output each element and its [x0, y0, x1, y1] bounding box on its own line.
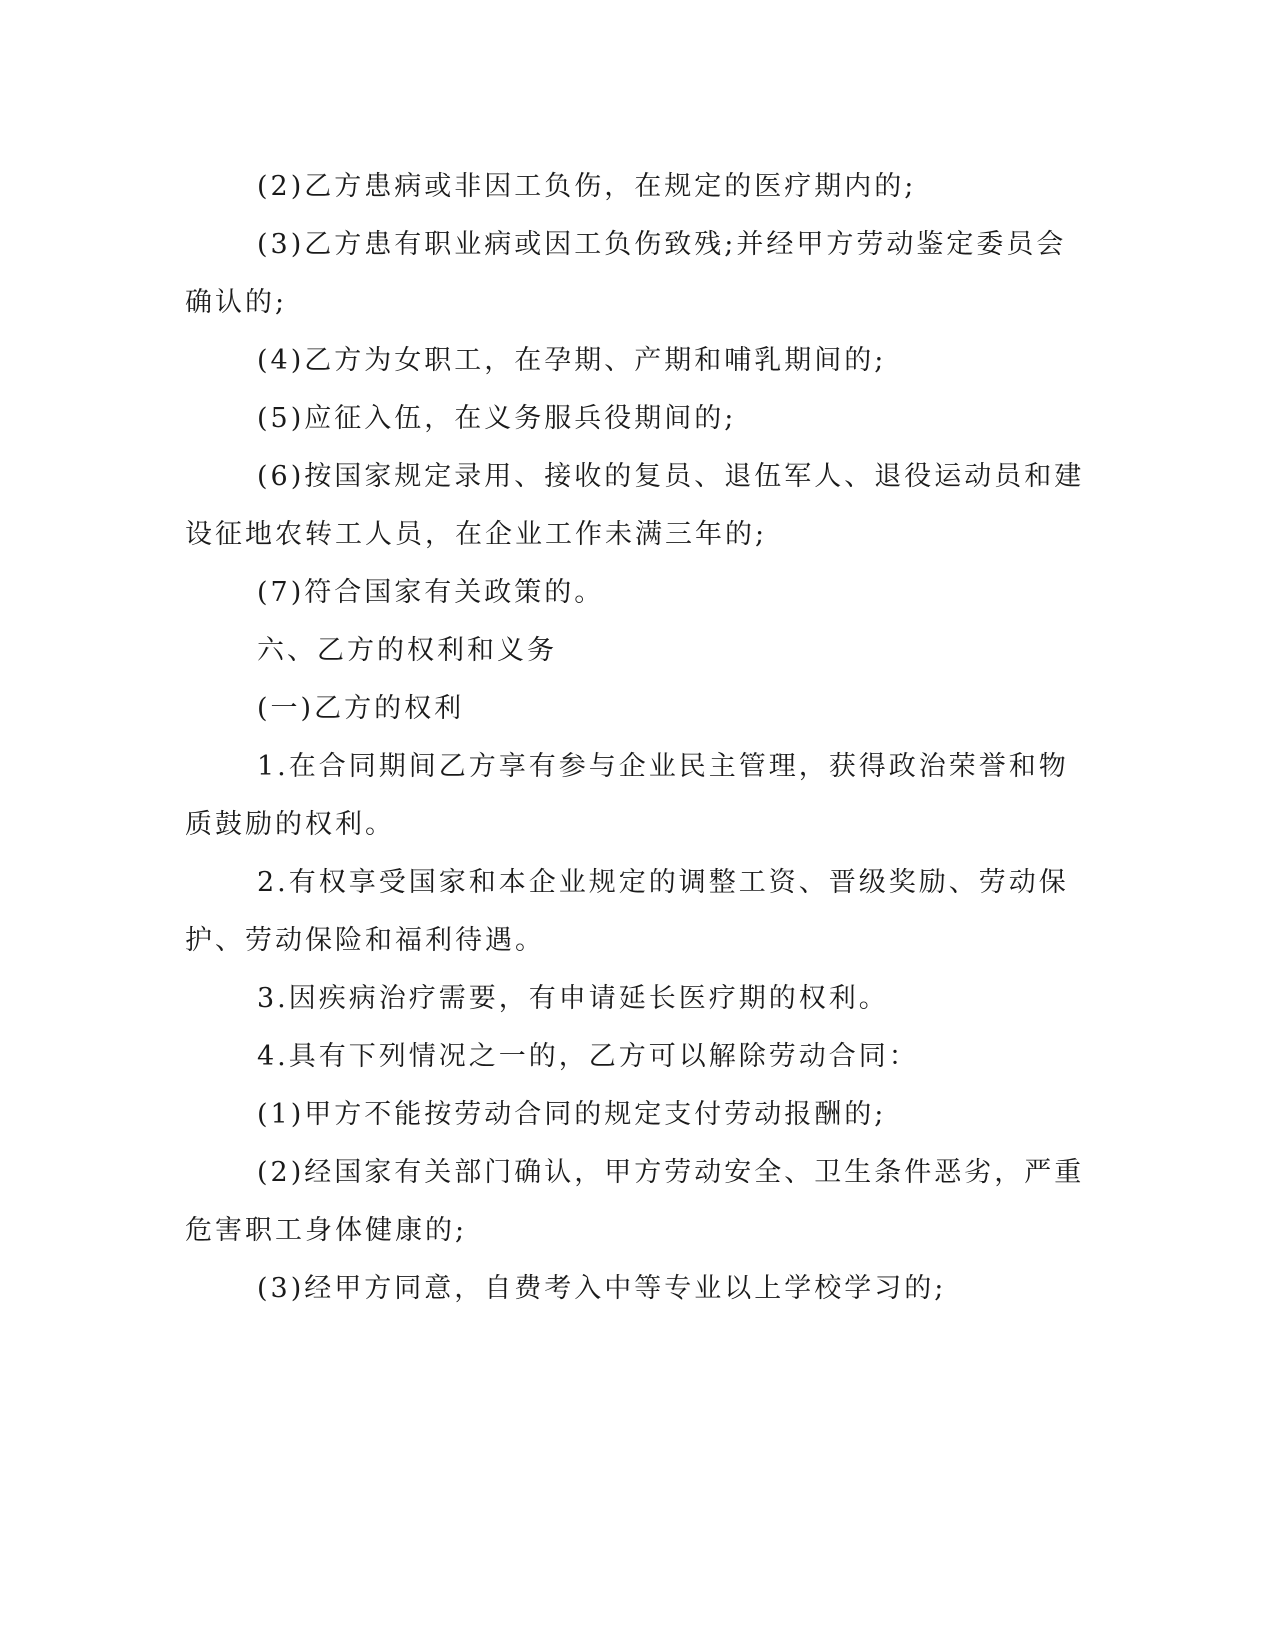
- paragraph: (6)按国家规定录用、接收的复员、退伍军人、退役运动员和建设征地农转工人员，在企业工作未满三年的;: [185, 461, 1085, 550]
- paragraph: (2)经国家有关部门确认，甲方劳动安全、卫生条件恶劣，严重危害职工身体健康的;: [185, 1157, 1085, 1246]
- paragraph: 1.在合同期间乙方享有参与企业民主管理，获得政治荣誉和物质鼓励的权利。: [185, 751, 1069, 840]
- paragraph: (5)应征入伍，在义务服兵役期间的;: [257, 403, 737, 434]
- paragraph: (7)符合国家有关政策的。: [257, 577, 605, 608]
- paragraph: 4.具有下列情况之一的，乙方可以解除劳动合同：: [257, 1041, 919, 1072]
- paragraph: (3)乙方患有职业病或因工负伤致残;并经甲方劳动鉴定委员会确认的;: [185, 229, 1067, 318]
- paragraph: (2)乙方患病或非因工负伤，在规定的医疗期内的;: [257, 171, 917, 202]
- paragraph: 2.有权享受国家和本企业规定的调整工资、晋级奖励、劳动保护、劳动保险和福利待遇。: [185, 867, 1069, 956]
- paragraph: (4)乙方为女职工，在孕期、产期和哺乳期间的;: [257, 345, 887, 376]
- paragraph: (3)经甲方同意，自费考入中等专业以上学校学习的;: [257, 1273, 947, 1304]
- section-heading: 六、乙方的权利和义务: [257, 635, 557, 666]
- paragraph: 3.因疾病治疗需要，有申请延长医疗期的权利。: [257, 983, 889, 1014]
- document-body: [185, 158, 1085, 1318]
- subsection-heading: (一)乙方的权利: [257, 693, 465, 724]
- paragraph: (1)甲方不能按劳动合同的规定支付劳动报酬的;: [257, 1099, 887, 1130]
